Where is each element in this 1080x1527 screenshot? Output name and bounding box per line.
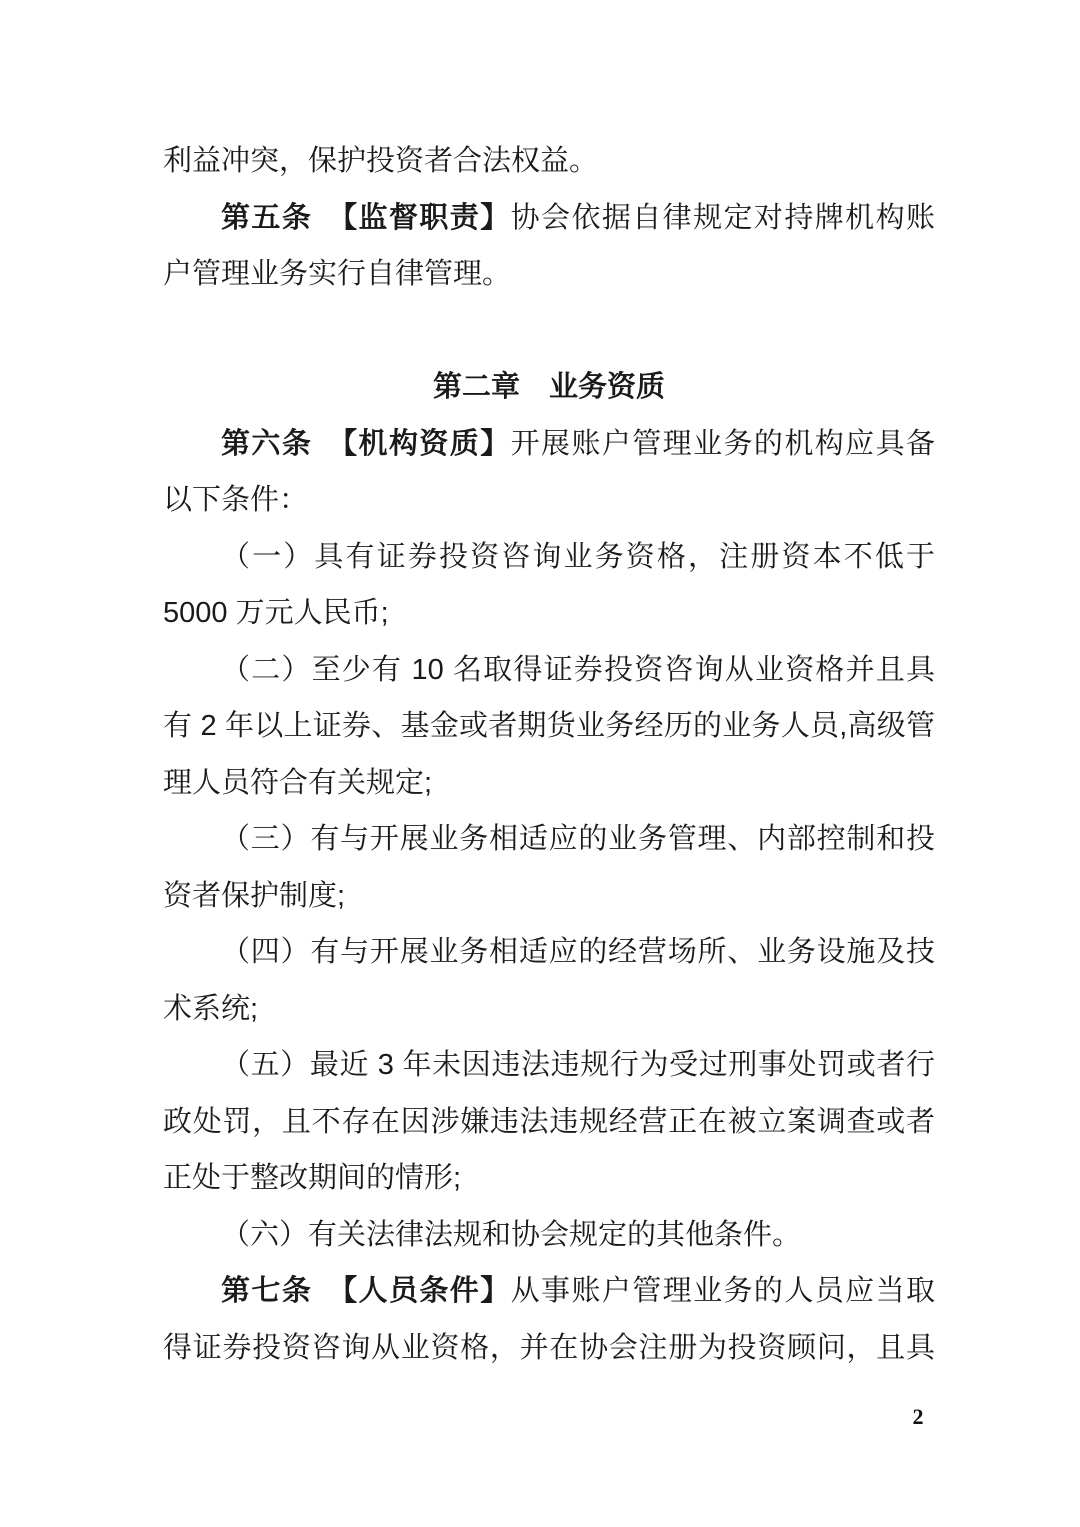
blank-line (163, 303, 935, 360)
text-line (163, 981, 935, 1038)
text-line (163, 755, 935, 812)
line-text: 有 2 年以上证券、基金或者期货业务经历的业务人员,高级管 (163, 710, 935, 742)
text-line (163, 1320, 935, 1377)
text-line (163, 472, 935, 529)
text-line (163, 133, 935, 190)
condition-4-line (163, 924, 935, 981)
line-text: （六）有关法律法规和协会规定的其他条件。 (221, 1218, 802, 1251)
line-text: （一）具有证券投资咨询业务资格，注册资本不低于 (221, 540, 935, 573)
condition-1-line (163, 529, 935, 586)
line-text: （四）有与开展业务相适应的经营场所、业务设施及技 (221, 936, 935, 968)
line-text: 资者保护制度; (163, 879, 346, 912)
line-text: 5000 万元人民币; (163, 597, 389, 629)
article-5-line (163, 190, 935, 247)
text-line (163, 698, 935, 755)
condition-2-line (163, 642, 935, 699)
line-text: 理人员符合有关规定; (163, 766, 433, 799)
article-7-line (163, 1263, 935, 1320)
text-line (163, 868, 935, 925)
condition-6-line (163, 1207, 935, 1264)
text-line (163, 246, 935, 303)
condition-5-line (163, 1037, 935, 1094)
page-number: 2 (912, 1404, 924, 1429)
line-text: 正处于整改期间的情形; (163, 1162, 462, 1194)
text-line (163, 1150, 935, 1207)
line-text: （二）至少有 10 名取得证券投资咨询从业资格并且具 (221, 653, 935, 686)
line-text: 户管理业务实行自律管理。 (163, 258, 512, 290)
article-label: 第七条 【人员条件】 (221, 1275, 511, 1307)
article-label: 第五条 【监督职责】 (221, 201, 511, 234)
line-text: 从事账户管理业务的人员应当取 (510, 1275, 935, 1307)
condition-3-line (163, 811, 935, 868)
line-text: 术系统; (163, 992, 259, 1025)
document-body (163, 133, 935, 1376)
line-text: 协会依据自律规定对持牌机构账 (510, 201, 935, 234)
chapter-heading-text: 第二章 业务资质 (432, 371, 665, 403)
line-text: 开展账户管理业务的机构应具备 (510, 427, 935, 460)
line-text: （五）最近 3 年未因违法违规行为受过刑事处罚或者行 (221, 1049, 935, 1081)
line-text: 利益冲突，保护投资者合法权益。 (163, 145, 599, 177)
line-text: 以下条件： (163, 484, 309, 516)
line-text: 得证券投资咨询从业资格，并在协会注册为投资顾问，且具 (163, 1331, 935, 1364)
line-text: （三）有与开展业务相适应的业务管理、内部控制和投 (221, 823, 935, 855)
line-text: 政处罚，且不存在因涉嫌违法违规经营正在被立案调查或者 (163, 1105, 935, 1138)
chapter-heading (163, 359, 935, 416)
text-line (163, 1094, 935, 1151)
article-label: 第六条 【机构资质】 (221, 427, 511, 460)
text-line (163, 585, 935, 642)
article-6-line (163, 416, 935, 473)
